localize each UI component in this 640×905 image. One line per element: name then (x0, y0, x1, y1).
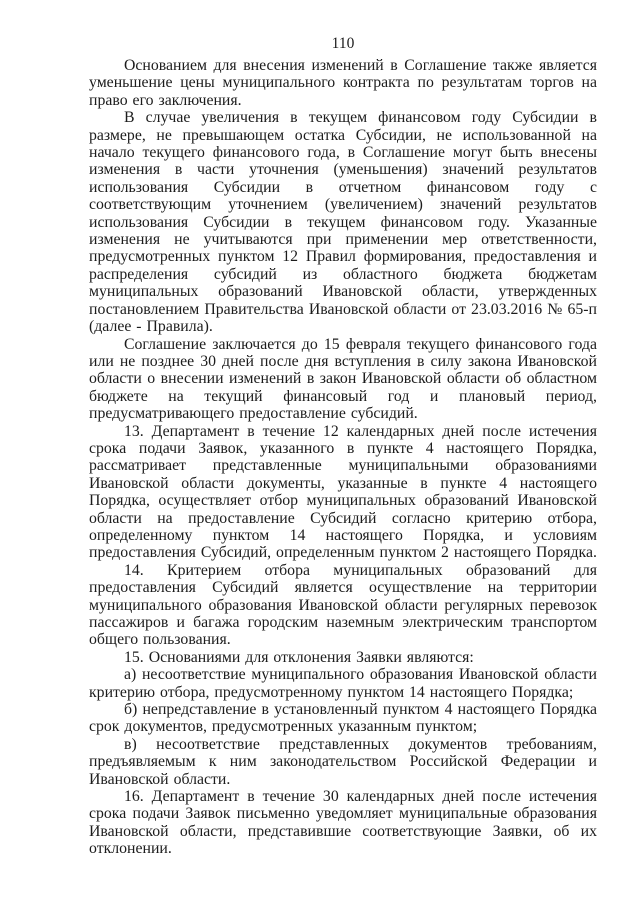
paragraph: 13. Департамент в течение 12 календарных дней после истечения срока подачи Заявок, указанного в пункте 4 настоящего Порядка, рассматривает представленные муниципальными образованиями Ивановской области документы, указанные в пункте 4 настоящего Порядка, осуществляет отбор муниципальных образований Ивановской области на предоставление Субсидий согласно критерию отбора, определенному пунктом 14 настоящего Порядка, и условиям предоставления Субсидий, определенным пунктом 2 настоящего Порядка. (89, 422, 597, 562)
document-body (89, 57, 597, 858)
paragraph: Соглашение заключается до 15 февраля текущего финансового года или не позднее 30 дней после дня вступления в силу закона Ивановской области о внесении изменений в закон Ивановской области об областном бюджете на текущий финансовый год и плановый период, предусматривающего предоставление субсидий. (89, 335, 597, 423)
paragraph: 15. Основаниями для отклонения Заявки являются: (124, 648, 474, 666)
paragraph: 16. Департамент в течение 30 календарных дней после истечения срока подачи Заявок письменно уведомляет муниципальные образования Ивановской области, представившие соответствующие Заявки, об их отклонении. (89, 788, 597, 858)
paragraph: в) несоответствие представленных документов требованиям, предъявляемым к ним законодательством Российской Федерации и Ивановской области. (89, 735, 597, 788)
paragraph: 14. Критерием отбора муниципальных образований для предоставления Субсидий является осуществление на территории муниципального образования Ивановской области регулярных перевозок пассажиров и багажа городским наземным электрическим транспортом общего пользования. (89, 561, 597, 649)
page-number: 110 (331, 35, 355, 52)
paragraph: б) непредставление в установленный пунктом 4 настоящего Порядка срок документов, предусмотренных указанным пунктом; (89, 701, 597, 736)
paragraph: Основанием для внесения изменений в Соглашение также является уменьшение цены муниципального контракта по результатам торгов на право его заключения. (89, 57, 597, 109)
paragraph: а) несоответствие муниципального образования Ивановской области критерию отбора, предусмотренному пунктом 14 настоящего Порядка; (89, 666, 597, 701)
paragraph: В случае увеличения в текущем финансовом году Субсидии в размере, не превышающем остатка Субсидии, не использованной на начало текущего финансового года, в Соглашение могут быть внесены изменения в части уточнения (уменьшения) значений результатов использования Субсидии в отчетном финансовом году с соответствующим уточнением (увеличением) значений результатов использования Субсидии в текущем финансовом году. Указанные изменения не учитываются при применении мер ответственности, предусмотренных пунктом 12 Правил формирования, предоставления и распределения субсидий из областного бюджета бюджетам муниципальных образований Ивановской области, утвержденных постановлением Правительства Ивановской области от 23.03.2016 № 65-п (далее - Правила). (89, 109, 597, 336)
